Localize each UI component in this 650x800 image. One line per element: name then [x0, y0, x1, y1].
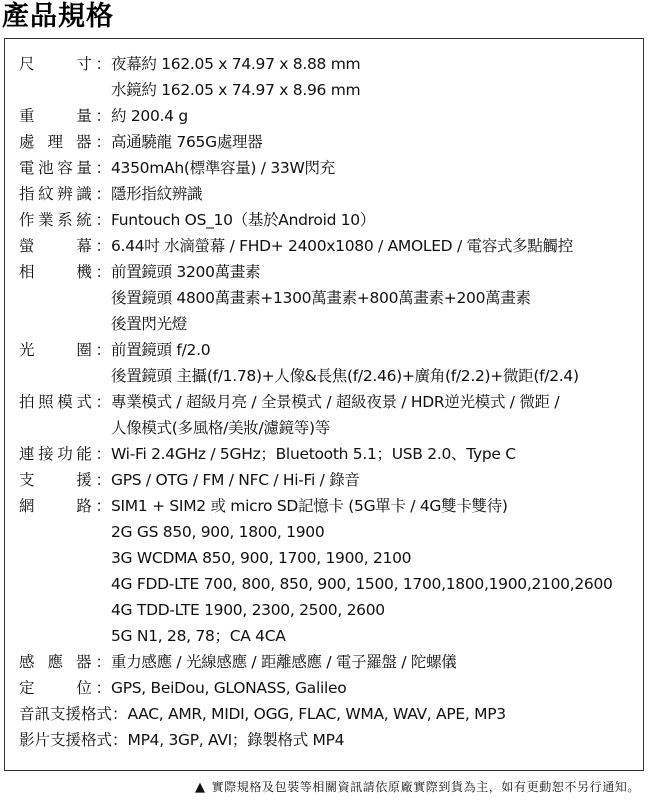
spec-value-line: 前置鏡頭 3200萬畫素 [111, 263, 261, 281]
spec-value-line: 後置閃光燈 [111, 315, 188, 333]
spec-row [19, 493, 639, 649]
spec-value-line: 6.44吋 水滴螢幕 / FHD+ 2400x1080 / AMOLED / 電容式多點觸控 [111, 237, 573, 255]
spec-value-line: 3G WCDMA 850, 900, 1700, 1900, 2100 [111, 549, 412, 567]
spec-values [111, 51, 639, 103]
spec-value-line: MP4, 3GP, AVI；錄製格式 MP4 [127, 731, 345, 749]
spec-row [19, 649, 639, 675]
spec-row [19, 337, 639, 389]
spec-label: 電池容量： [19, 159, 111, 177]
spec-value-line: 4350mAh(標準容量) / 33W閃充 [111, 159, 335, 177]
spec-label: 拍照模式： [19, 393, 111, 411]
spec-value-line: Wi-Fi 2.4GHz / 5GHz；Bluetooth 5.1；USB 2.0、Type C [111, 445, 516, 463]
spec-values [128, 701, 639, 727]
spec-value-line: AAC, AMR, MIDI, OGG, FLAC, WMA, WAV, APE, MP3 [127, 705, 506, 723]
spec-values [128, 727, 639, 753]
spec-value-line: 4G TDD-LTE 1900, 2300, 2500, 2600 [111, 601, 385, 619]
spec-values [111, 675, 639, 701]
spec-value-line: 前置鏡頭 f/2.0 [111, 341, 211, 359]
spec-values [111, 441, 639, 467]
spec-values [111, 103, 639, 129]
spec-values [111, 155, 639, 181]
spec-value-line: 後置鏡頭 4800萬畫素+1300萬畫素+800萬畫素+200萬畫素 [111, 289, 531, 307]
spec-label: 重 量： [19, 107, 111, 125]
spec-row [19, 701, 639, 727]
spec-label: 支 援： [19, 471, 111, 489]
spec-value-line: 重力感應 / 光線感應 / 距離感應 / 電子羅盤 / 陀螺儀 [111, 653, 457, 671]
spec-label: 作業系統： [19, 211, 111, 229]
spec-label: 處 理 器： [19, 133, 111, 151]
spec-value-line: 高通驍龍 765G處理器 [111, 133, 263, 151]
spec-value-line: 約 200.4 g [111, 107, 188, 125]
spec-value-line: 2G GS 850, 900, 1800, 1900 [111, 523, 325, 541]
spec-list [19, 51, 639, 753]
spec-values [111, 493, 639, 649]
spec-row [19, 441, 639, 467]
spec-value-line: 後置鏡頭 主攝(f/1.78)+人像&長焦(f/2.46)+廣角(f/2.2)+微距(f/2.4) [111, 367, 579, 385]
spec-row [19, 389, 639, 441]
spec-values [111, 649, 639, 675]
spec-value-line: 隱形指紋辨識 [111, 185, 203, 203]
spec-values [111, 181, 639, 207]
spec-label: 光 圈： [19, 341, 111, 359]
spec-values [111, 467, 639, 493]
spec-row [19, 727, 639, 753]
footer-disclaimer [195, 778, 640, 797]
spec-values [111, 259, 639, 337]
spec-row [19, 233, 639, 259]
spec-label: 影片支援格式： [19, 731, 128, 749]
spec-label: 螢 幕： [19, 237, 111, 255]
spec-table [4, 38, 644, 771]
spec-value-line: SIM1 + SIM2 或 micro SD記憶卡 (5G單卡 / 4G雙卡雙待) [111, 497, 508, 515]
spec-value-line: 專業模式 / 超級月亮 / 全景模式 / 超級夜景 / HDR逆光模式 / 微距 / [111, 393, 560, 411]
spec-label: 感 應 器： [19, 653, 111, 671]
footer-text: 實際規格及包裝等相關資訊請依原廠實際到貨為主，如有更動恕不另行通知。 [211, 780, 640, 794]
spec-row [19, 467, 639, 493]
spec-row [19, 155, 639, 181]
spec-value-line: 5G N1, 28, 78；CA 4CA [111, 627, 286, 645]
spec-label: 網 路： [19, 497, 111, 515]
spec-values [111, 233, 639, 259]
spec-row [19, 207, 639, 233]
spec-value-line: GPS / OTG / FM / NFC / Hi-Fi / 錄音 [111, 471, 360, 489]
spec-row [19, 675, 639, 701]
spec-value-line: 夜幕約 162.05 x 74.97 x 8.88 mm [111, 55, 361, 73]
spec-values [111, 337, 639, 389]
page-title: 產品規格 [2, 1, 114, 32]
spec-row [19, 51, 639, 103]
spec-value-line: GPS, BeiDou, GLONASS, Galileo [111, 679, 347, 697]
triangle-icon: ▲ [194, 780, 206, 795]
spec-label: 音訊支援格式： [19, 705, 128, 723]
spec-value-line: Funtouch OS_10（基於Android 10） [111, 211, 376, 229]
spec-values [111, 207, 639, 233]
spec-value-line: 4G FDD-LTE 700, 800, 850, 900, 1500, 1700,1800,1900,2100,2600 [111, 575, 613, 593]
spec-label: 相 機： [19, 263, 111, 281]
spec-row [19, 129, 639, 155]
spec-value-line: 水鏡約 162.05 x 74.97 x 8.96 mm [111, 81, 361, 99]
spec-row [19, 259, 639, 337]
spec-row [19, 103, 639, 129]
spec-label: 尺 寸： [19, 55, 111, 73]
spec-label: 指紋辨識： [19, 185, 111, 203]
spec-values [111, 389, 639, 441]
spec-label: 定 位： [19, 679, 111, 697]
spec-row [19, 181, 639, 207]
spec-value-line: 人像模式(多風格/美妝/濾鏡等)等 [111, 419, 330, 437]
spec-label: 連接功能： [19, 445, 111, 463]
spec-values [111, 129, 639, 155]
